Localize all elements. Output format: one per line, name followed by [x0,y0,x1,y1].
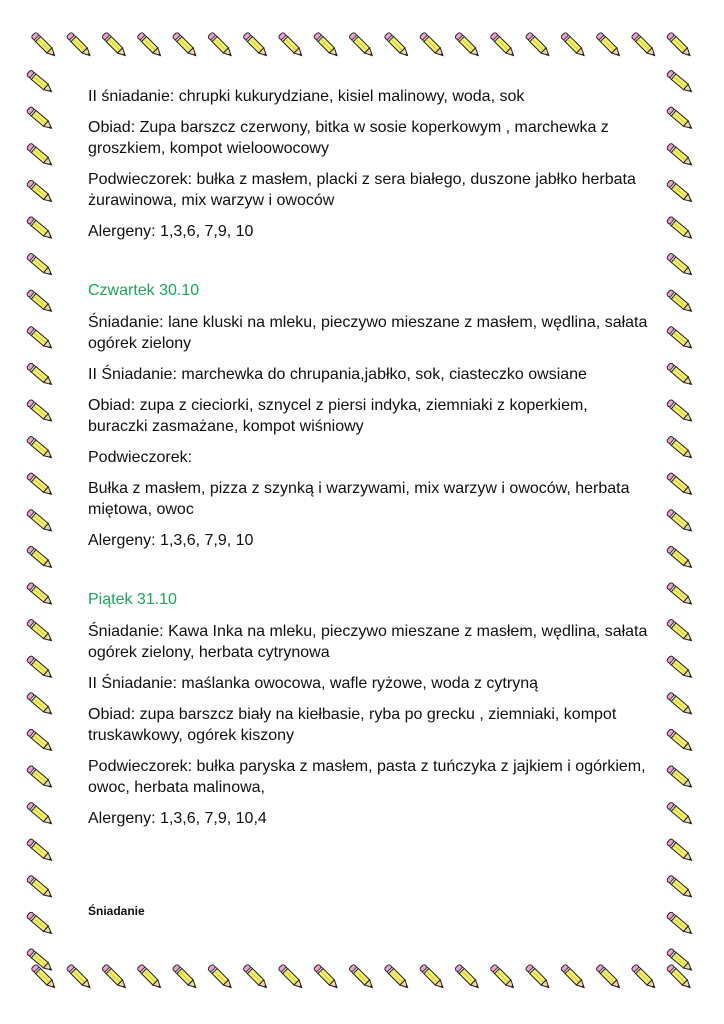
pencil-icon [243,964,269,990]
pencil-icon [26,728,54,753]
pencil-icon [525,32,551,58]
pencil-icon [26,70,54,95]
pencil-icon [101,32,127,58]
pencil-icon [26,802,54,827]
pencil-icon [26,545,54,570]
pencil-icon [26,106,54,131]
pencil-icon [666,838,694,863]
pencil-icon [384,32,410,58]
pencil-icon [26,399,54,424]
allergens-line: Alergeny: 1,3,6, 7,9, 10 [88,223,254,240]
pencil-icon [666,545,694,570]
pencil-icon [26,362,54,387]
pencil-icon [666,253,694,278]
pencil-icon [666,875,694,900]
pencil-icon [596,32,622,58]
pencil-icon [66,964,92,990]
pencil-icon [313,964,339,990]
pencil-icon [207,964,233,990]
pencil-icon [419,964,445,990]
pencil-icon [137,32,163,58]
pencil-icon [172,32,198,58]
pencil-icon [666,802,694,827]
pencil-icon [26,582,54,607]
pencil-icon [172,964,198,990]
pencil-icon [490,32,516,58]
pencil-icon [666,655,694,680]
menu-line: Obiad: zupa z cieciorki, sznycel z piersi indyka, ziemniaki z koperkiem, buraczki zasmażane, kompot wiśniowy [88,397,588,435]
pencil-icon [26,509,54,534]
pencil-icon [666,911,694,936]
pencil-icon [666,619,694,644]
pencil-icon [137,964,163,990]
pencil-icon [525,964,551,990]
menu-line: Śniadanie: Kawa Inka na mleku, pieczywo mieszane z masłem, wędlina, sałata ogórek zielony, herbata cytrynowa [88,623,648,661]
menu-line: II Śniadanie: marchewka do chrupania,jabłko, sok, ciasteczko owsiane [88,366,587,383]
pencil-icon [490,964,516,990]
pencil-icon [666,70,694,95]
menu-line: Bułka z masłem, pizza z szynką i warzywami, mix warzyw i owoców, herbata miętowa, owoc [88,480,630,518]
pencil-icon [26,326,54,351]
pencil-icon [560,32,586,58]
pencil-icon [26,692,54,717]
pencil-icon [596,964,622,990]
pencil-icon [26,838,54,863]
pencil-icon [666,32,692,58]
allergens-line: Alergeny: 1,3,6, 7,9, 10,4 [88,810,267,827]
pencil-icon [26,911,54,936]
pencil-icon [666,326,694,351]
day-heading: Piątek 31.10 [88,591,177,608]
pencil-icon [101,964,127,990]
pencil-icon [26,179,54,204]
menu-line: Podwieczorek: [88,449,193,466]
pencil-icon [666,289,694,314]
pencil-icon [666,692,694,717]
pencil-icon [26,875,54,900]
pencil-icon [349,32,375,58]
footer-label: Śniadanie [88,904,145,918]
pencil-icon [31,32,57,58]
pencil-icon [666,728,694,753]
menu-line: Obiad: Zupa barszcz czerwony, bitka w sosie koperkowym , marchewka z groszkiem, kompot wieloowocowy [88,119,609,157]
menu-line: Podwieczorek: bułka paryska z masłem, pasta z tuńczyka z jajkiem i ogórkiem, owoc, herbata malinowa, [88,758,646,796]
pencil-icon [278,964,304,990]
pencil-icon [26,143,54,168]
pencil-icon [278,32,304,58]
pencil-icon [26,436,54,461]
pencil-icon [454,964,480,990]
menu-line: Podwieczorek: bułka z masłem, placki z sera białego, duszone jabłko herbata żurawinowa, mix warzyw i owoców [88,171,636,209]
pencil-icon [666,509,694,534]
menu-line: Obiad: zupa barszcz biały na kiełbasie, ryba po grecku , ziemniaki, kompot truskawkowy, ogórek kiszony [88,706,617,744]
pencil-icon [207,32,233,58]
pencil-icon [66,32,92,58]
pencil-icon [631,32,657,58]
pencil-icon [666,143,694,168]
pencil-icon [26,655,54,680]
menu-line: II Śniadanie: maślanka owocowa, wafle ryżowe, woda z cytryną [88,675,538,692]
allergens-line: Alergeny: 1,3,6, 7,9, 10 [88,532,254,549]
pencil-icon [666,362,694,387]
pencil-icon [313,32,339,58]
pencil-icon [419,32,445,58]
menu-content [88,86,648,839]
pencil-icon [26,216,54,241]
pencil-icon [666,765,694,790]
pencil-icon [666,436,694,461]
pencil-icon [384,964,410,990]
pencil-icon [666,582,694,607]
pencil-icon [560,964,586,990]
pencil-icon [26,289,54,314]
pencil-icon [666,399,694,424]
pencil-icon [631,964,657,990]
pencil-icon [349,964,375,990]
pencil-icon [454,32,480,58]
pencil-icon [666,472,694,497]
pencil-icon [243,32,269,58]
pencil-icon [666,106,694,131]
pencil-icon [26,253,54,278]
pencil-icon [26,619,54,644]
pencil-icon [666,179,694,204]
menu-line: II śniadanie: chrupki kukurydziane, kisiel malinowy, woda, sok [88,88,525,105]
pencil-icon [666,216,694,241]
pencil-icon [26,765,54,790]
day-heading: Czwartek 30.10 [88,282,200,299]
pencil-icon [26,472,54,497]
menu-line: Śniadanie: lane kluski na mleku, pieczywo mieszane z masłem, wędlina, sałata ogórek zielony [88,314,648,352]
